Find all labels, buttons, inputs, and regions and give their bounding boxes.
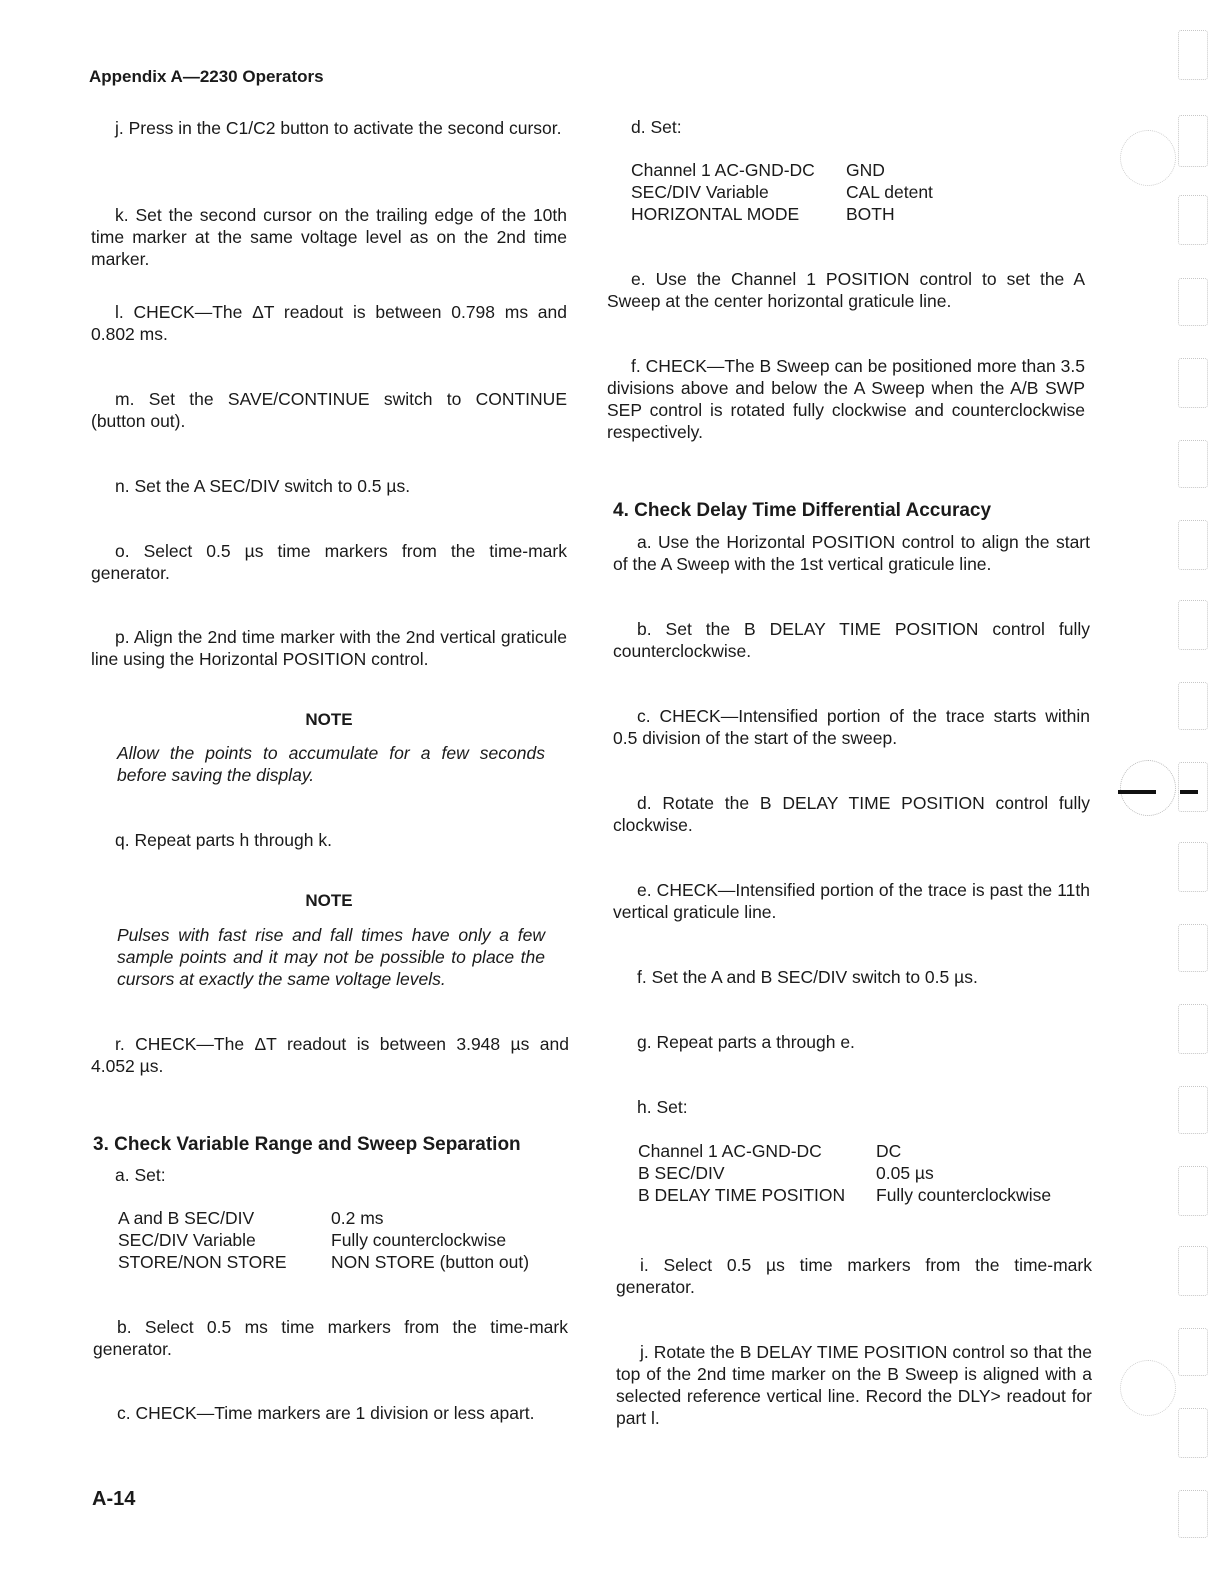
step-3f	[607, 355, 1085, 443]
settings-control: HORIZONTAL MODE	[631, 204, 800, 224]
step-4d-text: d. Rotate the B DELAY TIME POSITION control fully clockwise.	[613, 793, 1090, 835]
step-p-text: p. Align the 2nd time marker with the 2nd vertical graticule line using the Horizontal POSITION control.	[91, 627, 567, 669]
settings-value: BOTH	[846, 204, 895, 224]
settings-control: SEC/DIV Variable	[118, 1230, 256, 1250]
settings-control: STORE/NON STORE	[118, 1252, 287, 1272]
settings-control: B SEC/DIV	[638, 1163, 725, 1183]
margin-mark	[1178, 762, 1208, 812]
margin-mark	[1178, 842, 1208, 892]
step-k-text: k. Set the second cursor on the trailing edge of the 10th time marker at the same voltage level as on the 2nd time marker.	[91, 205, 567, 269]
section-4-heading: 4. Check Delay Time Differential Accuracy	[613, 500, 992, 521]
step-3b-text: b. Select 0.5 ms time markers from the time-mark generator.	[93, 1317, 568, 1359]
step-4f	[613, 966, 1090, 988]
settings-value: GND	[846, 160, 885, 180]
margin-mark	[1178, 682, 1208, 730]
step-3b	[93, 1316, 568, 1360]
section-3-heading: 3. Check Variable Range and Sweep Separation	[93, 1134, 521, 1155]
margin-mark	[1178, 195, 1208, 245]
step-3e-text: e. Use the Channel 1 POSITION control to set the A Sweep at the center horizontal graticule line.	[607, 269, 1085, 311]
settings-row	[118, 1251, 529, 1273]
margin-mark	[1178, 1490, 1208, 1538]
step-l	[91, 301, 567, 345]
step-r	[91, 1033, 569, 1077]
step-l-text: l. CHECK—The ΔT readout is between 0.798 ms and 0.802 ms.	[91, 302, 567, 344]
step-p	[91, 626, 567, 670]
settings-row	[118, 1229, 529, 1251]
margin-mark	[1178, 600, 1208, 650]
settings-value: NON STORE (button out)	[331, 1252, 530, 1272]
margin-mark	[1178, 924, 1208, 972]
margin-mark	[1178, 520, 1208, 570]
step-n-text: n. Set the A SEC/DIV switch to 0.5 µs.	[115, 476, 411, 496]
step-4a	[613, 531, 1090, 575]
settings-row	[631, 181, 933, 203]
step-n	[91, 475, 567, 497]
step-4e	[613, 879, 1090, 923]
step-3e	[607, 268, 1085, 312]
settings-table-3a	[118, 1207, 529, 1273]
step-q	[91, 829, 567, 851]
page-header: Appendix A—2230 Operators	[89, 67, 324, 86]
settings-control: Channel 1 AC-GND-DC	[631, 160, 815, 180]
step-4g	[613, 1031, 1090, 1053]
step-3d-text: d. Set:	[631, 117, 682, 137]
step-r-text: r. CHECK—The ΔT readout is between 3.948 µs and 4.052 µs.	[91, 1034, 569, 1076]
step-4h	[613, 1096, 1090, 1118]
settings-control: A and B SEC/DIV	[118, 1208, 255, 1228]
step-4h-text: h. Set:	[637, 1097, 688, 1117]
step-4j-text: j. Rotate the B DELAY TIME POSITION control so that the top of the 2nd time marker on the B Sweep is aligned with a selected reference vertical line. Record the DLY> readout for part l.	[616, 1342, 1092, 1428]
step-q-text: q. Repeat parts h through k.	[115, 830, 332, 850]
settings-value: DC	[876, 1141, 902, 1161]
step-4a-text: a. Use the Horizontal POSITION control to align the start of the A Sweep with the 1st vertical graticule line.	[613, 532, 1090, 574]
step-k	[91, 204, 567, 270]
page-number: A-14	[92, 1488, 136, 1510]
settings-row	[631, 203, 933, 225]
step-4c-text: c. CHECK—Intensified portion of the trace starts within 0.5 division of the start of the sweep.	[613, 706, 1090, 748]
step-4i	[616, 1254, 1092, 1298]
step-4i-text: i. Select 0.5 µs time markers from the time-mark generator.	[616, 1255, 1092, 1297]
step-3f-text: f. CHECK—The B Sweep can be positioned more than 3.5 divisions above and below the A Sweep when the A/B SWP SEP control is rotated fully clockwise and counterclockwise respectively.	[607, 356, 1085, 442]
settings-row	[118, 1207, 529, 1229]
margin-strip	[1166, 0, 1206, 1578]
step-3c	[93, 1402, 568, 1424]
margin-mark	[1178, 1328, 1208, 1376]
settings-table-3d	[631, 159, 933, 225]
settings-value: Fully counterclockwise	[331, 1230, 507, 1250]
settings-value: Fully counterclockwise	[876, 1185, 1052, 1205]
margin-mark	[1178, 115, 1208, 167]
margin-mark	[1178, 1086, 1208, 1134]
step-o-text: o. Select 0.5 µs time markers from the time-mark generator.	[91, 541, 567, 583]
margin-mark	[1178, 1408, 1208, 1458]
step-4d	[613, 792, 1090, 836]
margin-mark	[1178, 278, 1208, 326]
settings-control: B DELAY TIME POSITION	[638, 1185, 846, 1205]
settings-value: 0.05 µs	[876, 1163, 934, 1183]
settings-row	[638, 1184, 1051, 1206]
settings-row	[638, 1162, 1051, 1184]
step-j-text: j. Press in the C1/C2 button to activate the second cursor.	[115, 118, 562, 138]
step-3a	[91, 1164, 567, 1186]
margin-mark	[1178, 358, 1208, 408]
settings-value: 0.2 ms	[331, 1208, 384, 1228]
step-4g-text: g. Repeat parts a through e.	[637, 1032, 855, 1052]
step-4b-text: b. Set the B DELAY TIME POSITION control fully counterclockwise.	[613, 619, 1090, 661]
margin-mark	[1178, 1246, 1208, 1296]
step-3a-text: a. Set:	[115, 1165, 166, 1185]
settings-row	[638, 1140, 1051, 1162]
note-title: NOTE	[305, 710, 353, 729]
step-3d	[607, 116, 1085, 138]
settings-value: CAL detent	[846, 182, 933, 202]
margin-mark	[1178, 1004, 1208, 1054]
note-title: NOTE	[305, 891, 353, 910]
step-4f-text: f. Set the A and B SEC/DIV switch to 0.5 µs.	[637, 967, 978, 987]
step-o	[91, 540, 567, 584]
settings-row	[631, 159, 933, 181]
note-body: Allow the points to accumulate for a few seconds before saving the display.	[117, 743, 545, 785]
settings-control: Channel 1 AC-GND-DC	[638, 1141, 822, 1161]
step-4j	[616, 1341, 1092, 1429]
step-3c-text: c. CHECK—Time markers are 1 division or less apart.	[117, 1403, 535, 1423]
margin-mark	[1178, 1166, 1208, 1216]
step-m-text: m. Set the SAVE/CONTINUE switch to CONTINUE (button out).	[91, 389, 567, 431]
step-4b	[613, 618, 1090, 662]
step-4c	[613, 705, 1090, 749]
margin-mark	[1178, 30, 1208, 80]
settings-control: SEC/DIV Variable	[631, 182, 769, 202]
step-4e-text: e. CHECK—Intensified portion of the trace is past the 11th vertical graticule line.	[613, 880, 1090, 922]
note-body: Pulses with fast rise and fall times have only a few sample points and it may not be possible to place the cursors at exactly the same voltage levels.	[117, 925, 545, 989]
tab-marker	[1118, 790, 1156, 794]
settings-table-4h	[638, 1140, 1051, 1206]
margin-mark	[1178, 440, 1208, 488]
step-j	[91, 117, 567, 139]
step-m	[91, 388, 567, 432]
